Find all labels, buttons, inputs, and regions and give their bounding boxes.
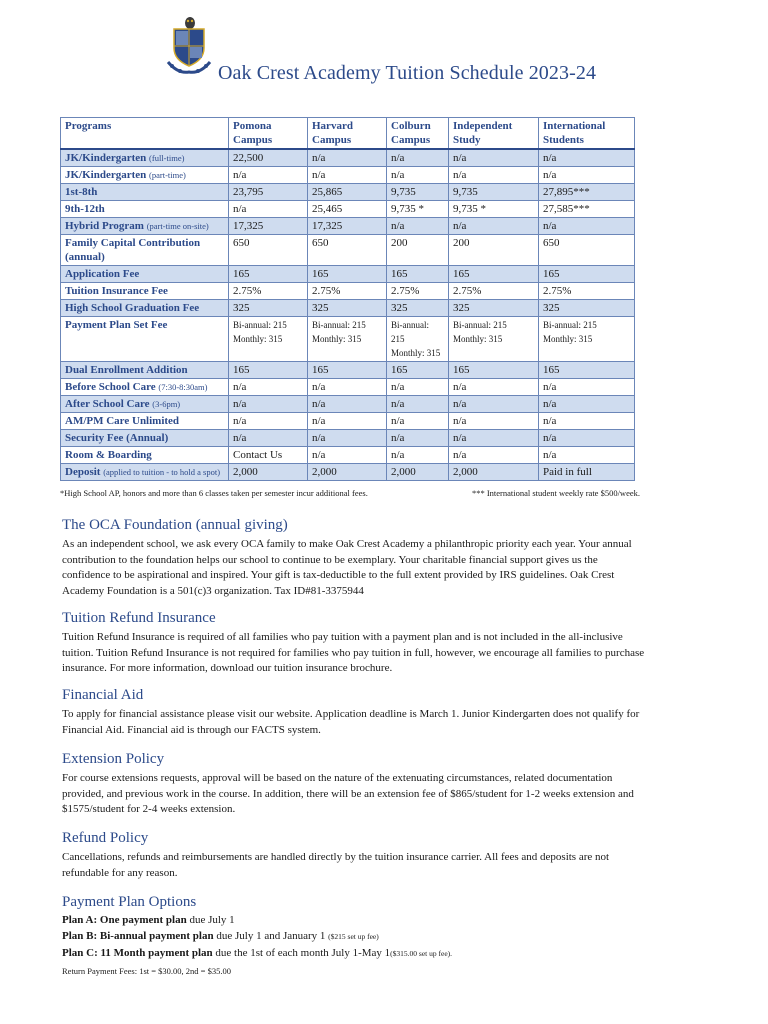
table-cell: n/a — [308, 413, 387, 430]
section-financial-aid — [62, 686, 648, 738]
row-label — [61, 362, 229, 379]
section-body: As an independent school, we ask every OCA family to make Oak Crest Academy a philanthropic priority each year. Your annual contribution to the foundation helps our school to continue to be exemplary. Your charitable financial support gives us the confidence to be aspirational and inspired. Your gift is tax-deductible to the full extent provided by IRS guidelines. Oak Crest Academy Foundation is a 501(c)3 organization. Tax ID#81-3375944 — [62, 538, 632, 597]
table-cell: n/a — [449, 149, 539, 167]
table-cell: Contact Us — [229, 447, 308, 464]
table-cell: n/a — [308, 396, 387, 413]
table-row — [61, 283, 635, 300]
section-body: Tuition Refund Insurance is required of all families who pay tuition with a payment plan and is not included in the all-inclusive tuition. Tuition Refund Insurance is not required for families who pay tuition in full, however, we encourage all families to purchase insurance. For more information, download our tuition insurance brochure. — [62, 631, 645, 674]
table-row — [61, 430, 635, 447]
table-cell: n/a — [539, 396, 635, 413]
column-header: Programs — [61, 118, 229, 150]
table-row — [61, 218, 635, 235]
table-row — [61, 379, 635, 396]
table-cell: n/a — [449, 430, 539, 447]
table-cell: n/a — [229, 430, 308, 447]
row-label-text: Family Capital Contribution (annual) — [65, 237, 201, 263]
table-cell: 165 — [449, 362, 539, 379]
table-cell: 2.75% — [539, 283, 635, 300]
section-extension-policy — [62, 750, 648, 818]
section-heading: The OCA Foundation (annual giving) — [62, 517, 288, 533]
table-cell: 2,000 — [449, 464, 539, 481]
row-label-note: (3-6pm) — [152, 399, 181, 409]
row-label-note: (applied to tuition - to hold a spot) — [103, 467, 221, 477]
table-cell: n/a — [449, 218, 539, 235]
row-label-text: Dual Enrollment Addition — [65, 364, 188, 376]
table-cell: n/a — [539, 149, 635, 167]
section-heading: Extension Policy — [62, 751, 165, 767]
column-header: Harvard Campus — [308, 118, 387, 150]
table-cell: 23,795 — [229, 184, 308, 201]
table-row — [61, 396, 635, 413]
table-cell: 325 — [539, 300, 635, 317]
row-label-text: Deposit — [65, 466, 101, 478]
row-label — [61, 283, 229, 300]
table-cell: 650 — [229, 235, 308, 266]
table-cell: 165 — [449, 266, 539, 283]
table-cell: n/a — [308, 430, 387, 447]
table-header-row — [61, 118, 635, 150]
table-cell: 650 — [308, 235, 387, 266]
row-label — [61, 464, 229, 481]
row-label-text: JK/Kindergarten — [65, 152, 147, 164]
row-label — [61, 413, 229, 430]
section-heading: Tuition Refund Insurance — [62, 610, 216, 626]
table-cell: n/a — [387, 396, 449, 413]
table-cell: n/a — [449, 167, 539, 184]
table-cell: n/a — [308, 167, 387, 184]
page-title: Oak Crest Academy Tuition Schedule 2023-24 — [218, 62, 597, 84]
table-row — [61, 447, 635, 464]
return-payment-fees: Return Payment Fees: 1st = $30.00, 2nd = $35.00 — [62, 966, 231, 976]
table-cell: n/a — [449, 396, 539, 413]
table-cell: 325 — [449, 300, 539, 317]
table-cell: 17,325 — [308, 218, 387, 235]
footnote-international: *** International student weekly rate $500/week. — [471, 488, 640, 498]
row-label — [61, 430, 229, 447]
section-body: For course extensions requests, approval will be based on the nature of the extenuating circumstances, related documentation provided, and previous work in the course. In addition, there will be an extension fee of $865/student for 1-2 weeks extension and $1575/student for 2-4 weeks extension. — [62, 772, 634, 815]
plan-b: Plan B: Bi-annual payment plan due July 1 and January 1 ($215 set up fee) — [62, 930, 379, 942]
table-cell: n/a — [387, 167, 449, 184]
table-cell: 165 — [539, 362, 635, 379]
table-cell: 325 — [229, 300, 308, 317]
row-label — [61, 184, 229, 201]
table-cell: 325 — [387, 300, 449, 317]
row-label — [61, 201, 229, 218]
table-cell: n/a — [229, 413, 308, 430]
table-row — [61, 167, 635, 184]
table-cell: n/a — [229, 201, 308, 218]
table-cell: n/a — [449, 379, 539, 396]
table-cell: 27,585*** — [539, 201, 635, 218]
table-cell: Bi-annual: 215 Monthly: 315 — [539, 317, 635, 362]
row-label-text: Application Fee — [65, 268, 140, 280]
section-heading: Payment Plan Options — [62, 894, 197, 910]
plan-a: Plan A: One payment plan due July 1 — [62, 914, 235, 926]
section-foundation — [62, 516, 648, 599]
section-refund-policy — [62, 829, 648, 881]
table-row — [61, 413, 635, 430]
table-cell: 22,500 — [229, 149, 308, 167]
table-cell: n/a — [449, 447, 539, 464]
row-label — [61, 266, 229, 283]
table-row — [61, 362, 635, 379]
plan-c: Plan C: 11 Month payment plan due the 1st of each month July 1-May 1($315.00 set up fee). — [62, 947, 453, 959]
row-label — [61, 167, 229, 184]
table-cell: n/a — [539, 430, 635, 447]
table-cell: Paid in full — [539, 464, 635, 481]
table-cell: 9,735 * — [387, 201, 449, 218]
row-label-text: JK/Kindergarten — [65, 169, 147, 181]
table-cell: n/a — [449, 413, 539, 430]
row-label — [61, 317, 229, 362]
table-cell: 165 — [229, 266, 308, 283]
table-cell: n/a — [387, 447, 449, 464]
row-label-text: Before School Care — [65, 381, 156, 393]
table-row — [61, 201, 635, 218]
table-cell: 2,000 — [229, 464, 308, 481]
table-cell: n/a — [539, 167, 635, 184]
row-label-note: (7:30-8:30am) — [158, 382, 208, 392]
table-cell: 165 — [539, 266, 635, 283]
table-cell: Bi-annual: 215 Monthly: 315 — [449, 317, 539, 362]
table-cell: 200 — [449, 235, 539, 266]
table-cell: 25,465 — [308, 201, 387, 218]
table-cell: 325 — [308, 300, 387, 317]
table-cell: n/a — [539, 379, 635, 396]
table-cell: n/a — [539, 218, 635, 235]
section-payment-plans — [62, 893, 648, 911]
table-cell: 25,865 — [308, 184, 387, 201]
row-label-text: Tuition Insurance Fee — [65, 285, 168, 297]
table-cell: 200 — [387, 235, 449, 266]
table-cell: n/a — [387, 149, 449, 167]
table-cell: 165 — [387, 362, 449, 379]
table-cell: 165 — [387, 266, 449, 283]
table-body — [61, 149, 635, 481]
table-row — [61, 184, 635, 201]
row-label-text: After School Care — [65, 398, 150, 410]
table-cell: n/a — [387, 379, 449, 396]
table-cell: n/a — [539, 413, 635, 430]
row-label — [61, 396, 229, 413]
table-cell: 165 — [229, 362, 308, 379]
row-label — [61, 379, 229, 396]
table-cell: n/a — [229, 167, 308, 184]
payment-plan-list — [62, 912, 452, 962]
row-label-text: AM/PM Care Unlimited — [65, 415, 180, 427]
row-label — [61, 447, 229, 464]
row-label-text: Room & Boarding — [65, 449, 152, 461]
row-label — [61, 235, 229, 266]
section-body: Cancellations, refunds and reimbursements are handled directly by the tuition insurance carrier. All fees and deposits are not refundable for any reason. — [62, 851, 610, 879]
row-label-note: (full-time) — [149, 153, 185, 163]
table-cell: 650 — [539, 235, 635, 266]
table-cell: 17,325 — [229, 218, 308, 235]
row-label — [61, 149, 229, 167]
table-row — [61, 266, 635, 283]
table-cell: 27,895*** — [539, 184, 635, 201]
column-header: Independent Study — [449, 118, 539, 150]
table-cell: Bi-annual: 215 Monthly: 315 — [308, 317, 387, 362]
footnote-high-school: *High School AP, honors and more than 6 classes taken per semester incur additional fees. — [60, 488, 368, 498]
table-cell: 2.75% — [387, 283, 449, 300]
row-label — [61, 300, 229, 317]
table-cell: n/a — [387, 413, 449, 430]
table-cell: 165 — [308, 362, 387, 379]
row-label-text: Hybrid Program — [65, 220, 144, 232]
table-cell: 165 — [308, 266, 387, 283]
table-cell: 2,000 — [387, 464, 449, 481]
table-row — [61, 149, 635, 167]
table-cell: 9,735 — [387, 184, 449, 201]
row-label — [61, 218, 229, 235]
column-header: Pomona Campus — [229, 118, 308, 150]
table-cell: 2.75% — [229, 283, 308, 300]
row-label-text: Payment Plan Set Fee — [65, 319, 168, 331]
table-cell: n/a — [308, 447, 387, 464]
row-label-text: Security Fee (Annual) — [65, 432, 169, 444]
table-cell: n/a — [229, 379, 308, 396]
tuition-table — [60, 117, 635, 481]
row-label-text: 9th-12th — [65, 203, 105, 215]
section-refund-insurance — [62, 609, 648, 677]
table-cell: 9,735 — [449, 184, 539, 201]
school-crest-icon — [166, 16, 212, 76]
table-cell: Bi-annual: 215 Monthly: 315 — [387, 317, 449, 362]
column-header: Colburn Campus — [387, 118, 449, 150]
table-cell: Bi-annual: 215 Monthly: 315 — [229, 317, 308, 362]
table-cell: 9,735 * — [449, 201, 539, 218]
table-cell: n/a — [308, 379, 387, 396]
table-cell: n/a — [387, 218, 449, 235]
table-cell: 2.75% — [308, 283, 387, 300]
section-body: To apply for financial assistance please visit our website. Application deadline is March 1. Junior Kindergarten does not qualify for Financial Aid. Financial aid is through our FACTS system. — [62, 708, 640, 736]
row-label-text: 1st-8th — [65, 186, 98, 198]
table-cell: 2,000 — [308, 464, 387, 481]
column-header: International Students — [539, 118, 635, 150]
table-cell: n/a — [387, 430, 449, 447]
table-row — [61, 317, 635, 362]
row-label-note: (part-time) — [149, 170, 186, 180]
table-cell: n/a — [229, 396, 308, 413]
table-footnotes — [60, 488, 640, 498]
section-heading: Refund Policy — [62, 830, 149, 846]
table-cell: n/a — [539, 447, 635, 464]
table-cell: n/a — [308, 149, 387, 167]
table-cell: 2.75% — [449, 283, 539, 300]
row-label-note: (part-time on-site) — [146, 221, 209, 231]
table-row — [61, 464, 635, 481]
row-label-text: High School Graduation Fee — [65, 302, 200, 314]
section-heading: Financial Aid — [62, 687, 144, 703]
table-row — [61, 235, 635, 266]
table-row — [61, 300, 635, 317]
header — [166, 16, 686, 84]
